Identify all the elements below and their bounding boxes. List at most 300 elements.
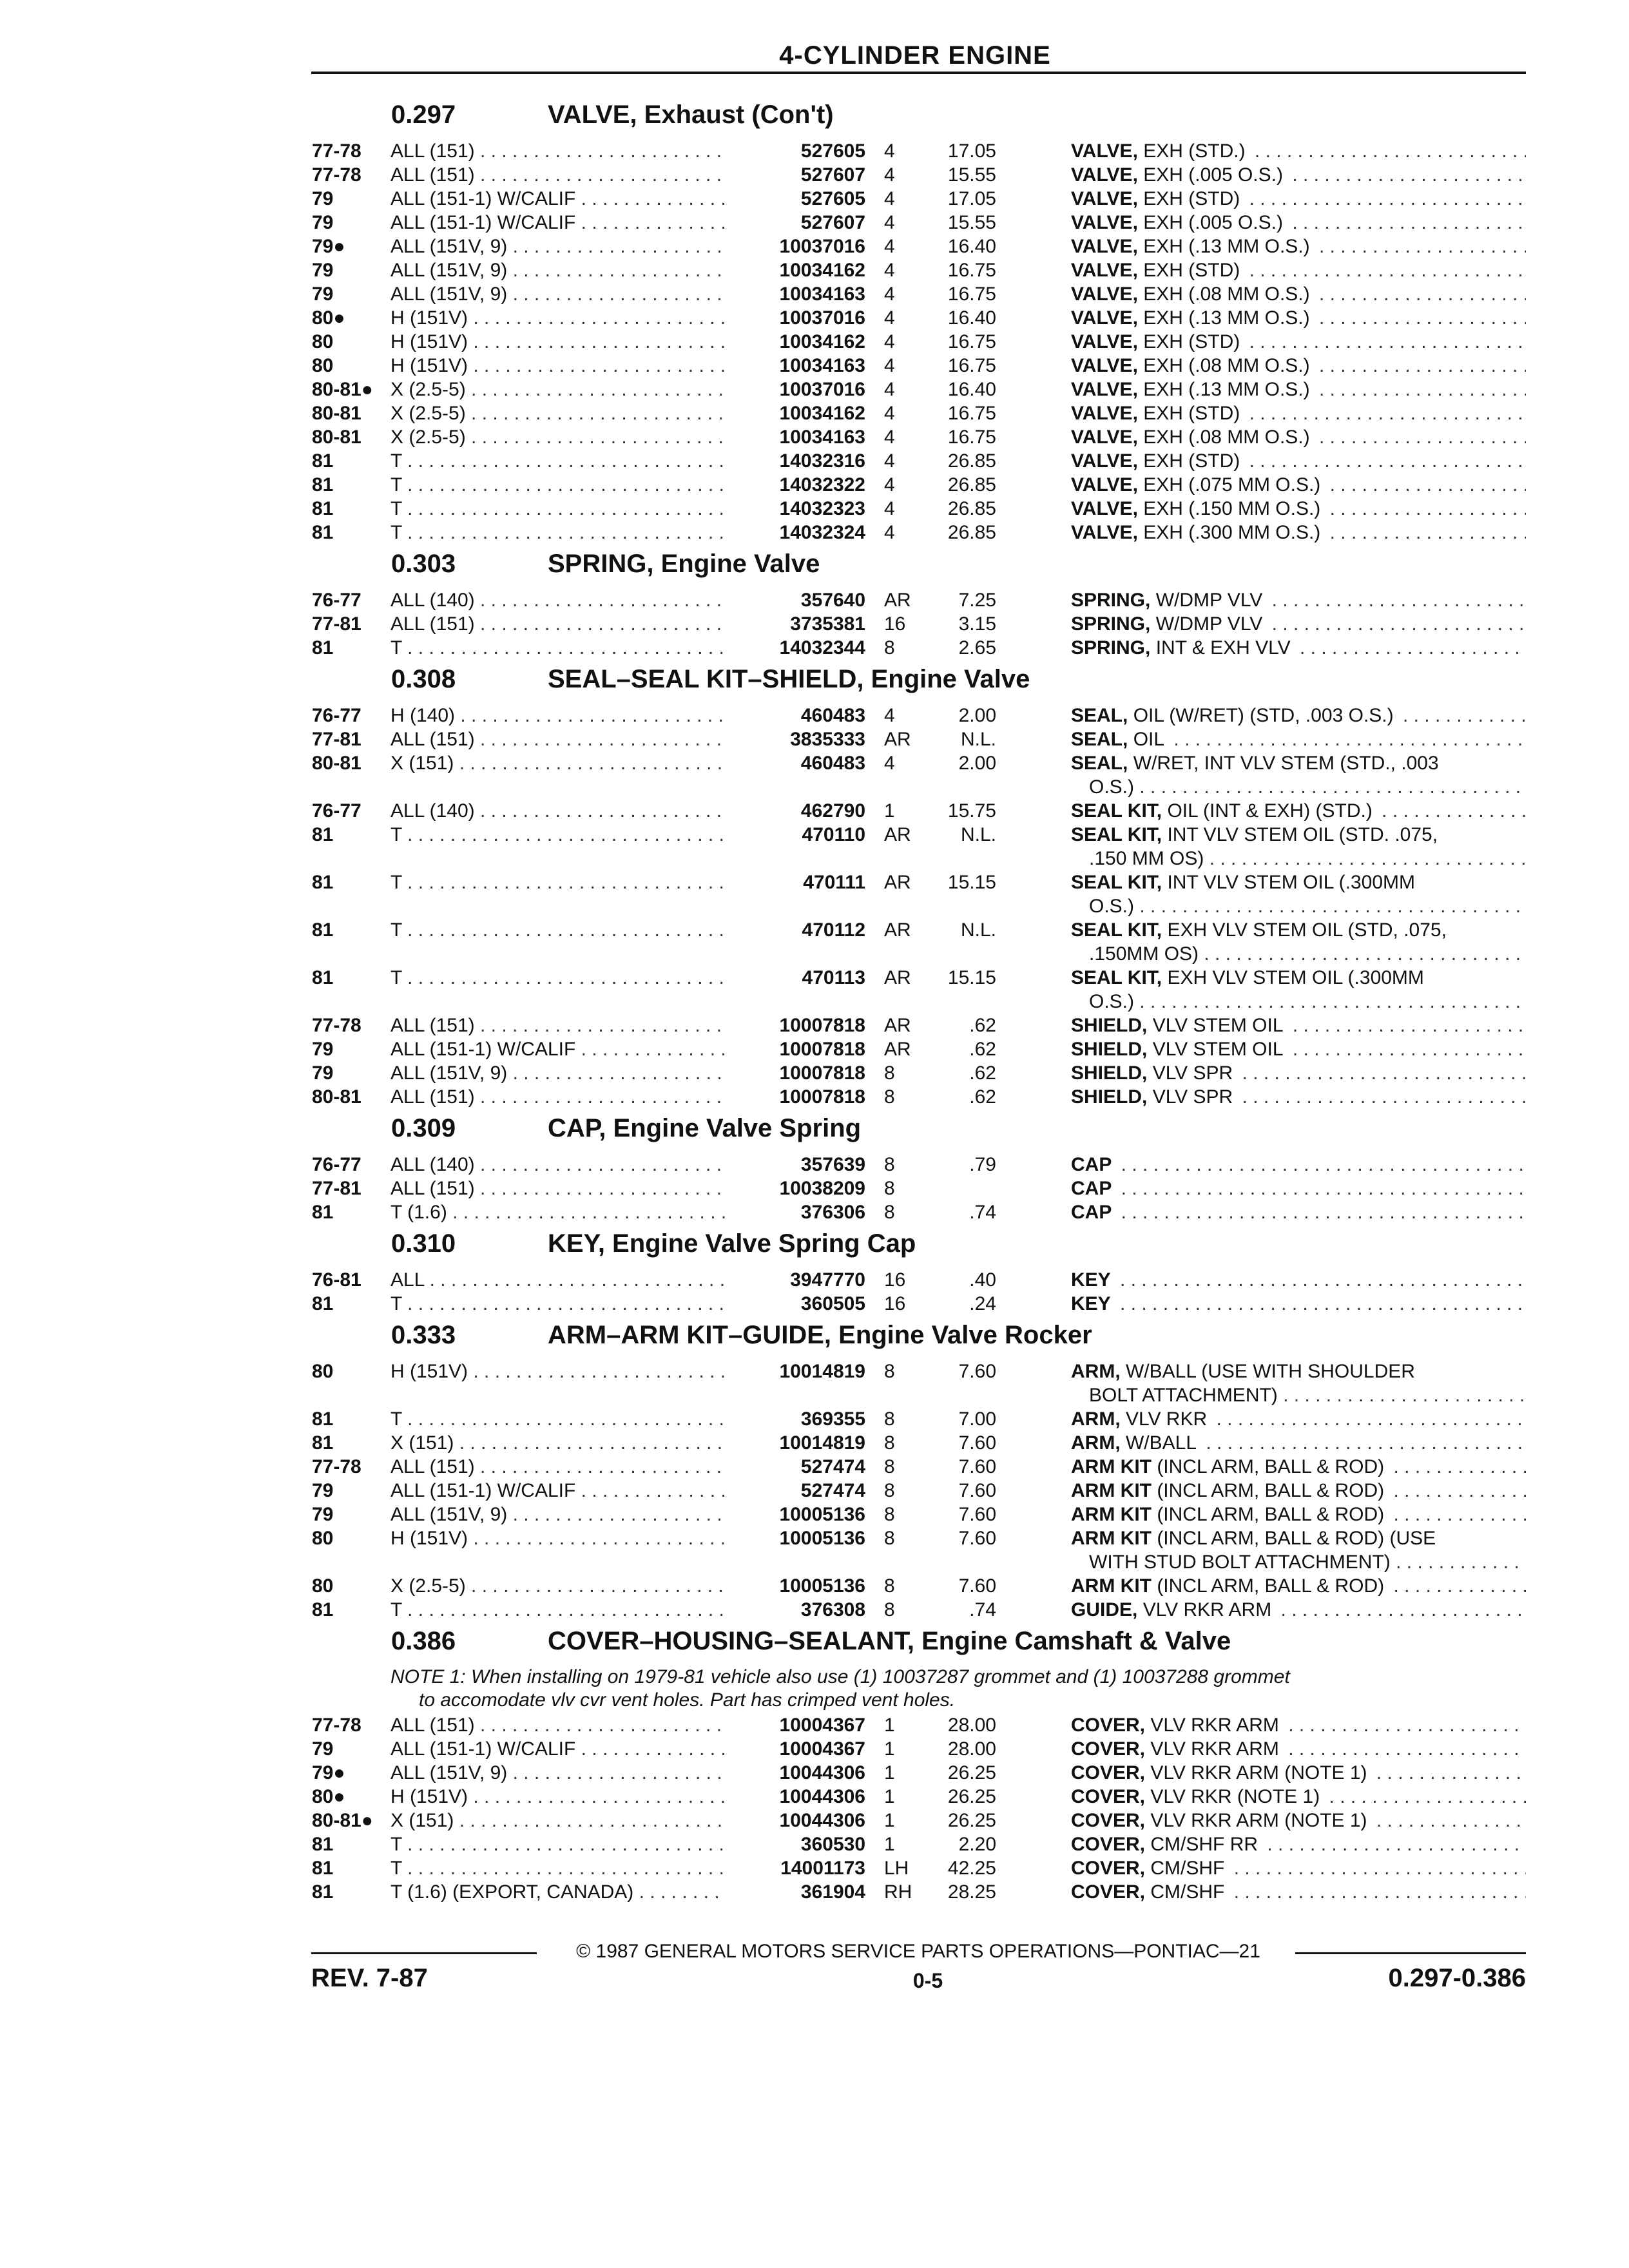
part-description	[1071, 636, 1526, 660]
model-years: 79	[312, 212, 334, 233]
part-description	[1071, 1455, 1526, 1479]
section-heading	[0, 660, 1629, 704]
model-years: 77-81	[312, 1178, 361, 1199]
application: ALL (151V, 9) . . .	[390, 1503, 726, 1526]
part-number: 462790	[797, 799, 865, 823]
part-description	[1071, 966, 1526, 990]
description-noun: VALVE,	[1071, 284, 1138, 305]
description-noun: COVER,	[1071, 1881, 1146, 1903]
quantity: 1	[884, 800, 895, 822]
quantity: AR	[884, 729, 911, 750]
section-number: 0.310	[391, 1229, 456, 1258]
price: .62	[969, 1039, 996, 1060]
part-row	[0, 425, 1629, 449]
model-years: 81	[312, 1202, 334, 1223]
price: 7.60	[958, 1361, 996, 1382]
part-number: 14001173	[776, 1856, 865, 1880]
part-number: 357640	[797, 588, 865, 612]
description-text: COVER, VLV RKR (NOTE 1)	[1071, 1786, 1324, 1807]
application: X (2.5-5) . . .	[390, 1574, 726, 1598]
quantity: 4	[884, 236, 895, 257]
description-noun: SEAL KIT,	[1071, 967, 1162, 988]
part-description	[1071, 163, 1526, 187]
quantity: 4	[884, 164, 895, 186]
part-description	[1071, 258, 1526, 282]
description-text	[1071, 1154, 1115, 1175]
description-text: SEAL KIT, OIL (INT & EXH) (STD.)	[1071, 800, 1376, 822]
part-number: 10034163	[776, 425, 865, 449]
part-description	[1071, 187, 1526, 211]
description-noun: CAP	[1071, 1202, 1112, 1223]
section-number: 0.308	[391, 665, 456, 693]
part-description	[1071, 1785, 1526, 1809]
section-heading	[0, 95, 1629, 139]
section-heading	[0, 544, 1629, 588]
description-noun: COVER,	[1071, 1715, 1146, 1736]
description-noun: SPRING,	[1071, 590, 1151, 611]
quantity: 8	[884, 1361, 895, 1382]
part-description	[1071, 1431, 1526, 1455]
model-years: 80	[312, 1575, 334, 1597]
part-number: 10044306	[776, 1809, 865, 1832]
part-row	[0, 187, 1629, 211]
description-noun: ARM KIT	[1071, 1528, 1152, 1549]
part-number: 527607	[797, 163, 865, 187]
part-number: 360505	[797, 1292, 865, 1316]
part-row	[0, 1598, 1629, 1622]
part-number: 361904	[797, 1880, 865, 1904]
description-text: WITH STUD BOLT ATTACHMENT)	[1089, 1552, 1391, 1573]
application: ALL (151) . . .	[390, 1455, 726, 1479]
quantity: 8	[884, 1086, 895, 1108]
price: 42.25	[947, 1858, 996, 1879]
part-row	[0, 1880, 1629, 1904]
part-row	[0, 1785, 1629, 1809]
part-row	[0, 449, 1629, 473]
section-heading	[0, 1224, 1629, 1268]
part-number: 10037016	[776, 235, 865, 258]
part-description	[1071, 521, 1526, 544]
model-years: 77-78	[312, 1015, 361, 1036]
part-number: 14032323	[776, 497, 865, 521]
application: X (2.5-5) . . .	[390, 378, 726, 401]
part-description	[1071, 211, 1526, 235]
part-row	[0, 1014, 1629, 1037]
description-noun: VALVE,	[1071, 236, 1138, 257]
application: H (151V) . . .	[390, 1360, 726, 1383]
description-noun: ARM,	[1071, 1361, 1121, 1382]
model-years: 80	[312, 1361, 334, 1382]
description-noun: COVER,	[1071, 1786, 1146, 1807]
quantity: AR	[884, 590, 911, 611]
price: 7.25	[958, 590, 996, 611]
quantity: 8	[884, 1178, 895, 1199]
quantity: 1	[884, 1786, 895, 1807]
model-years: 81	[312, 474, 334, 495]
model-years: 81	[312, 824, 334, 845]
description-noun: VALVE,	[1071, 212, 1138, 233]
description-text: VALVE, EXH (STD.)	[1071, 140, 1249, 162]
model-years: 79	[312, 1062, 334, 1084]
section-heading	[0, 1622, 1629, 1666]
part-description	[1071, 727, 1526, 751]
price: 17.05	[947, 188, 996, 209]
description-text: SHIELD, VLV STEM OIL	[1071, 1039, 1287, 1060]
quantity: 8	[884, 1202, 895, 1223]
part-number: 527607	[797, 211, 865, 235]
part-number: 357639	[797, 1153, 865, 1177]
part-description	[1071, 473, 1526, 497]
part-description	[1071, 1574, 1526, 1598]
price: 26.85	[947, 474, 996, 495]
part-number: 10034162	[776, 401, 865, 425]
price: 7.00	[958, 1408, 996, 1430]
description-noun: VALVE,	[1071, 355, 1138, 376]
quantity: AR	[884, 919, 911, 941]
section-heading	[0, 1316, 1629, 1360]
part-row	[0, 1061, 1629, 1085]
description-text: ARM KIT (INCL ARM, BALL & ROD) (USE	[1071, 1528, 1440, 1549]
description-noun: VALVE,	[1071, 450, 1138, 472]
application: T . . .	[390, 823, 726, 847]
description-text: SEAL, OIL	[1071, 729, 1168, 750]
part-description	[1071, 1061, 1526, 1085]
description-noun: KEY	[1071, 1269, 1111, 1291]
description-noun: COVER,	[1071, 1738, 1146, 1760]
application: ALL (151) . . .	[390, 1014, 726, 1037]
part-description	[1071, 704, 1526, 727]
description-text	[1071, 1178, 1115, 1199]
footer-rule-right	[1295, 1952, 1526, 1954]
price: 3.15	[958, 613, 996, 635]
part-number: 527474	[797, 1479, 865, 1503]
part-row	[0, 870, 1629, 918]
description-text: VALVE, EXH (.08 MM O.S.)	[1071, 427, 1314, 448]
application: ALL . . .	[390, 1268, 726, 1292]
application: T . . .	[390, 1832, 726, 1856]
price: .40	[969, 1269, 996, 1291]
model-years: 80-81	[312, 753, 361, 774]
quantity: 4	[884, 188, 895, 209]
model-years: 76-81	[312, 1269, 361, 1291]
quantity: 4	[884, 212, 895, 233]
model-years: 80-81	[312, 403, 361, 424]
price: N.L.	[960, 729, 996, 750]
part-description	[1071, 1292, 1526, 1316]
price: .74	[969, 1202, 996, 1223]
part-description	[1071, 1085, 1526, 1109]
description-text: VALVE, EXH (STD)	[1071, 260, 1244, 281]
quantity: 8	[884, 1480, 895, 1501]
application: ALL (151-1) W/CALIF . . .	[390, 1037, 726, 1061]
application: T . . .	[390, 497, 726, 521]
model-years: 81	[312, 637, 334, 658]
description-noun: VALVE,	[1071, 188, 1138, 209]
description-text: SEAL KIT, EXH VLV STEM OIL (STD, .075,	[1071, 919, 1451, 941]
quantity: 16	[884, 613, 906, 635]
quantity: 8	[884, 1599, 895, 1620]
description-noun: SHIELD,	[1071, 1062, 1148, 1084]
quantity: 4	[884, 753, 895, 774]
quantity: 8	[884, 1504, 895, 1525]
model-years: 77-78	[312, 164, 361, 186]
part-row	[0, 727, 1629, 751]
application: X (2.5-5) . . .	[390, 401, 726, 425]
part-number: 14032324	[776, 521, 865, 544]
price: 16.75	[947, 427, 996, 448]
part-number: 10007818	[776, 1037, 865, 1061]
part-row	[0, 1407, 1629, 1431]
part-description	[1071, 1526, 1526, 1550]
part-row	[0, 521, 1629, 544]
note-line: NOTE 1: When installing on 1979-81 vehicle also use (1) 10037287 grommet and (1) 10037288 grommet	[390, 1666, 1290, 1687]
quantity: 4	[884, 379, 895, 400]
application: ALL (151V, 9) . . .	[390, 1761, 726, 1785]
description-text: GUIDE, VLV RKR ARM	[1071, 1599, 1275, 1620]
price: 2.65	[958, 637, 996, 658]
quantity: 4	[884, 450, 895, 472]
quantity: RH	[884, 1881, 912, 1903]
section-number: 0.303	[391, 550, 456, 578]
application: ALL (140) . . .	[390, 1153, 726, 1177]
quantity: 4	[884, 260, 895, 281]
part-row	[0, 235, 1629, 258]
part-description	[1071, 425, 1526, 449]
application: ALL (151) . . .	[390, 727, 726, 751]
description-text: ARM KIT (INCL ARM, BALL & ROD)	[1071, 1456, 1388, 1477]
section-name: COVER–HOUSING–SEALANT, Engine Camshaft & Valve	[548, 1627, 1231, 1655]
part-description	[1071, 870, 1526, 894]
price: 16.40	[947, 379, 996, 400]
part-row	[0, 1809, 1629, 1832]
part-description	[1071, 1713, 1526, 1737]
part-row	[0, 588, 1629, 612]
part-description	[1071, 282, 1526, 306]
part-row	[0, 1200, 1629, 1224]
page-number: 0-5	[912, 1969, 943, 1992]
part-number: 527474	[797, 1455, 865, 1479]
part-row	[0, 378, 1629, 401]
part-description	[1071, 1761, 1526, 1785]
description-text: SPRING, W/DMP VLV	[1071, 613, 1266, 635]
part-description	[1071, 1360, 1526, 1383]
application: H (151V) . . .	[390, 354, 726, 378]
part-number: 360530	[797, 1832, 865, 1856]
part-number: 527605	[797, 139, 865, 163]
description-noun: VALVE,	[1071, 474, 1138, 495]
description-noun: ARM KIT	[1071, 1456, 1152, 1477]
model-years: 76-77	[312, 590, 361, 611]
part-description	[1071, 306, 1526, 330]
description-noun: COVER,	[1071, 1810, 1146, 1831]
part-row	[0, 1503, 1629, 1526]
description-text: ARM KIT (INCL ARM, BALL & ROD)	[1071, 1480, 1388, 1501]
application: H (151V) . . .	[390, 306, 726, 330]
description-continued	[1089, 775, 1526, 799]
application: T . . .	[390, 966, 726, 990]
application: X (2.5-5) . . .	[390, 425, 726, 449]
description-noun: ARM KIT	[1071, 1480, 1152, 1501]
application: ALL (151V, 9) . . .	[390, 235, 726, 258]
quantity: 8	[884, 1432, 895, 1454]
quantity: 8	[884, 1528, 895, 1549]
description-text: VALVE, EXH (STD)	[1071, 450, 1244, 472]
model-years: 80●	[312, 1786, 345, 1807]
price: 26.25	[947, 1762, 996, 1783]
description-noun: SEAL KIT,	[1071, 872, 1162, 893]
part-number: 470110	[798, 823, 865, 847]
price: N.L.	[960, 919, 996, 941]
application: ALL (151) . . .	[390, 1713, 726, 1737]
part-number: 10007818	[776, 1085, 865, 1109]
description-noun: VALVE,	[1071, 427, 1138, 448]
description-text: COVER, VLV RKR ARM	[1071, 1738, 1283, 1760]
part-row	[0, 1431, 1629, 1455]
quantity: 8	[884, 1062, 895, 1084]
model-years: 79	[312, 1480, 334, 1501]
part-description	[1071, 1832, 1526, 1856]
part-number: 10037016	[776, 378, 865, 401]
description-continued	[1089, 847, 1526, 870]
description-text: VALVE, EXH (.13 MM O.S.)	[1071, 307, 1314, 329]
model-years: 81	[312, 1881, 334, 1903]
description-text: ARM, W/BALL (USE WITH SHOULDER	[1071, 1361, 1419, 1382]
part-number: 10034163	[776, 282, 865, 306]
model-years: 79	[312, 284, 334, 305]
part-row	[0, 1526, 1629, 1574]
footer-copyright: © 1987 GENERAL MOTORS SERVICE PARTS OPERATIONS—PONTIAC—21	[576, 1941, 1260, 1962]
price: 7.60	[958, 1504, 996, 1525]
application: ALL (151) . . .	[390, 139, 726, 163]
price: 2.00	[958, 705, 996, 726]
description-text: VALVE, EXH (.150 MM O.S.)	[1071, 498, 1324, 519]
part-row	[0, 1713, 1629, 1737]
part-row	[0, 1177, 1629, 1200]
part-number: 376308	[797, 1598, 865, 1622]
part-description	[1071, 823, 1526, 847]
quantity: AR	[884, 1015, 911, 1036]
quantity: 8	[884, 637, 895, 658]
part-row	[0, 612, 1629, 636]
part-description	[1071, 497, 1526, 521]
description-noun: VALVE,	[1071, 522, 1138, 543]
application: T . . .	[390, 870, 726, 894]
description-noun: CAP	[1071, 1178, 1112, 1199]
section-number: 0.309	[391, 1114, 456, 1142]
description-text: SHIELD, VLV STEM OIL	[1071, 1015, 1287, 1036]
title-rule	[311, 72, 1526, 74]
part-number: 14032316	[776, 449, 865, 473]
part-number: 10044306	[776, 1761, 865, 1785]
description-noun: ARM,	[1071, 1408, 1121, 1430]
price: 7.60	[958, 1432, 996, 1454]
part-number: 14032322	[776, 473, 865, 497]
price: 7.60	[958, 1456, 996, 1477]
section-number: 0.386	[391, 1627, 456, 1655]
model-years: 79	[312, 188, 334, 209]
part-row	[0, 636, 1629, 660]
description-noun: VALVE,	[1071, 331, 1138, 352]
part-row	[0, 966, 1629, 1014]
section-number: 0.333	[391, 1321, 456, 1349]
model-years: 80-81●	[312, 1810, 373, 1831]
description-noun: SHIELD,	[1071, 1086, 1148, 1108]
part-row	[0, 1856, 1629, 1880]
description-noun: SEAL KIT,	[1071, 919, 1162, 941]
application: T . . .	[390, 1407, 726, 1431]
description-text	[1071, 1202, 1115, 1223]
quantity: AR	[884, 824, 911, 845]
model-years: 76-77	[312, 1154, 361, 1175]
description-noun: ARM,	[1071, 1432, 1121, 1454]
model-years: 79	[312, 260, 334, 281]
part-number: 10044306	[776, 1785, 865, 1809]
price: 16.40	[947, 307, 996, 329]
description-text	[1071, 1293, 1115, 1314]
quantity: 8	[884, 1408, 895, 1430]
price: 26.25	[947, 1810, 996, 1831]
part-number: 460483	[797, 704, 865, 727]
model-years: 81	[312, 1293, 334, 1314]
part-description	[1071, 139, 1526, 163]
description-noun: SHIELD,	[1071, 1015, 1148, 1036]
application: T (1.6) (EXPORT, CANADA) . . .	[390, 1880, 726, 1904]
quantity: 4	[884, 355, 895, 376]
description-continued	[1089, 990, 1526, 1014]
part-row	[0, 1737, 1629, 1761]
quantity: LH	[884, 1858, 909, 1879]
application: T (1.6) . . .	[390, 1200, 726, 1224]
price: 16.75	[947, 331, 996, 352]
section-name: ARM–ARM KIT–GUIDE, Engine Valve Rocker	[548, 1321, 1092, 1349]
description-noun: SEAL,	[1071, 753, 1128, 774]
model-years: 81	[312, 450, 334, 472]
application: H (140) . . .	[390, 704, 726, 727]
price: 16.75	[947, 403, 996, 424]
price: 28.00	[947, 1715, 996, 1736]
application: T . . .	[390, 449, 726, 473]
model-years: 77-81	[312, 613, 361, 635]
description-noun: GUIDE,	[1071, 1599, 1138, 1620]
part-row	[0, 1292, 1629, 1316]
description-noun: SHIELD,	[1071, 1039, 1148, 1060]
application: T . . .	[390, 1292, 726, 1316]
model-years: 79	[312, 1738, 334, 1760]
description-noun: VALVE,	[1071, 164, 1138, 186]
part-number: 470113	[798, 966, 865, 990]
part-number: 470112	[798, 918, 865, 942]
price: .62	[969, 1062, 996, 1084]
part-row	[0, 163, 1629, 187]
section-heading	[0, 1109, 1629, 1153]
price: 16.75	[947, 260, 996, 281]
model-years: 79●	[312, 236, 345, 257]
application: X (151) . . .	[390, 1431, 726, 1455]
model-years: 81	[312, 1408, 334, 1430]
description-text: COVER, VLV RKR ARM (NOTE 1)	[1071, 1762, 1371, 1783]
price: 28.25	[947, 1881, 996, 1903]
price: .79	[969, 1154, 996, 1175]
quantity: 4	[884, 498, 895, 519]
description-text: .150 MM OS)	[1089, 848, 1204, 869]
quantity: 4	[884, 140, 895, 162]
application: ALL (140) . . .	[390, 799, 726, 823]
price: 15.55	[947, 164, 996, 186]
description-text: SEAL KIT, INT VLV STEM OIL (STD. .075,	[1071, 824, 1441, 845]
description-text: O.S.)	[1089, 896, 1135, 917]
part-description	[1071, 612, 1526, 636]
description-noun: KEY	[1071, 1293, 1111, 1314]
